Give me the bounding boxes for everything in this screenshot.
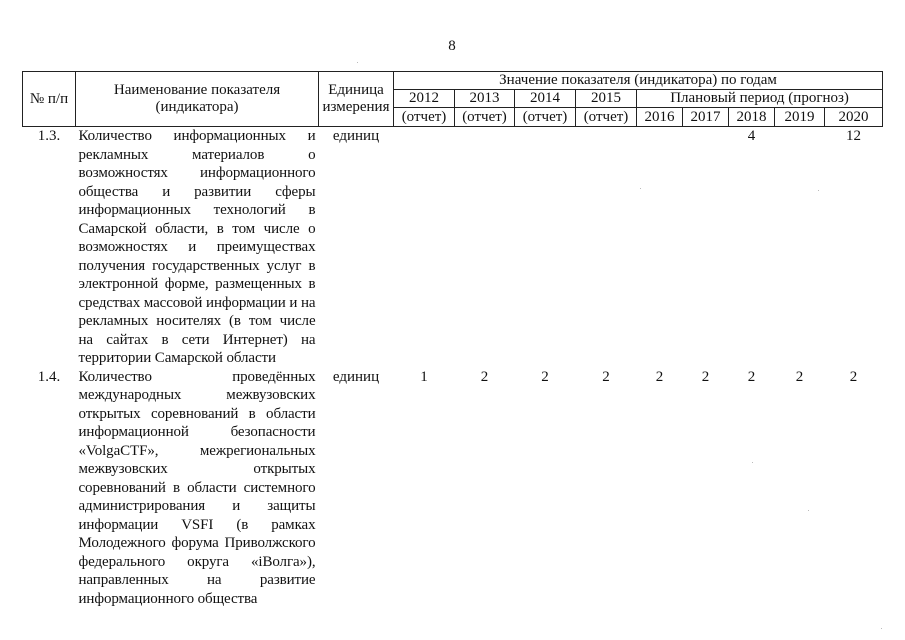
- row-value-2017: 2: [701, 368, 710, 385]
- row-name: Количество информационных и рекламных материалов о возможностях информационного общества и развитии сферы информационных технологий в Самарской области, в том числе о возможностях и преимуществах получения государственных услуг в электронной форме, размещенных в средствах массовой информации и на рекламных носителях (в том числе на сайтах в сети Интернет) на территории Самарской области: [78, 128, 316, 366]
- header-year-2017: 2017: [683, 108, 729, 127]
- scan-speck: [881, 628, 882, 629]
- header-year-2019: 2019: [775, 108, 825, 127]
- scan-speck: [818, 190, 819, 191]
- row-unit: единиц: [332, 368, 380, 385]
- row-value-2015: [576, 127, 637, 368]
- scan-speck: [808, 510, 809, 511]
- row-value-2019: 2: [795, 368, 804, 385]
- scan-speck: [640, 188, 641, 189]
- row-value-2013: [455, 127, 515, 368]
- scan-speck: [357, 62, 358, 63]
- row-unit: единиц: [332, 128, 380, 144]
- header-num: № п/п: [23, 72, 76, 127]
- header-note-2015: (отчет): [576, 108, 637, 127]
- row-value-2014: [515, 127, 576, 368]
- row-value-2016: 2: [655, 368, 664, 385]
- row-value-2012: 1: [420, 368, 428, 385]
- row-value-2017: [683, 127, 729, 368]
- header-note-2014: (отчет): [515, 108, 576, 127]
- row-value-2018: 4: [747, 128, 756, 144]
- row-value-2012: [394, 127, 455, 368]
- row-number: 1.3.: [37, 128, 61, 144]
- header-year-2016: 2016: [637, 108, 683, 127]
- table-header: [23, 72, 883, 127]
- row-value-2013: 2: [480, 368, 489, 385]
- table-row: [23, 368, 883, 609]
- header-year-2014: 2014: [515, 90, 576, 108]
- header-year-2018: 2018: [729, 108, 775, 127]
- header-year-2015: 2015: [576, 90, 637, 108]
- row-value-2020: 12: [846, 128, 862, 144]
- header-values-group: Значение показателя (индикатора) по годам: [394, 72, 883, 90]
- page-number: 8: [448, 38, 456, 54]
- scan-speck: [752, 462, 753, 463]
- header-note-2013: (отчет): [455, 108, 515, 127]
- header-year-2013: 2013: [455, 90, 515, 108]
- row-number: 1.4.: [37, 368, 61, 385]
- header-note-2012: (отчет): [394, 108, 455, 127]
- row-value-2014: 2: [541, 368, 549, 385]
- header-year-2020: 2020: [825, 108, 883, 127]
- row-value-2020: 2: [849, 368, 858, 385]
- row-value-2016: [637, 127, 683, 368]
- row-name: Количество проведённых международных межвузовских открытых соревнований в области информационной безопасности «VolgaCTF», межрегиональных межвузовских открытых соревнований в области системного администрирования и защиты информации VSFI (в рамках Молодежного форума Приволжского федерального округа «iВолга»), направленных на развитие информационного общества: [78, 368, 316, 607]
- row-value-2019: [775, 127, 825, 368]
- row-value-2015: 2: [602, 368, 610, 385]
- header-name: Наименование показателя (индикатора): [76, 72, 319, 127]
- header-planned-group: Плановый период (прогноз): [637, 90, 883, 108]
- indicators-table: [22, 71, 883, 608]
- row-value-2018: 2: [747, 368, 756, 385]
- table-row: [23, 127, 883, 368]
- header-unit: Единица измерения: [319, 72, 394, 127]
- header-year-2012: 2012: [394, 90, 455, 108]
